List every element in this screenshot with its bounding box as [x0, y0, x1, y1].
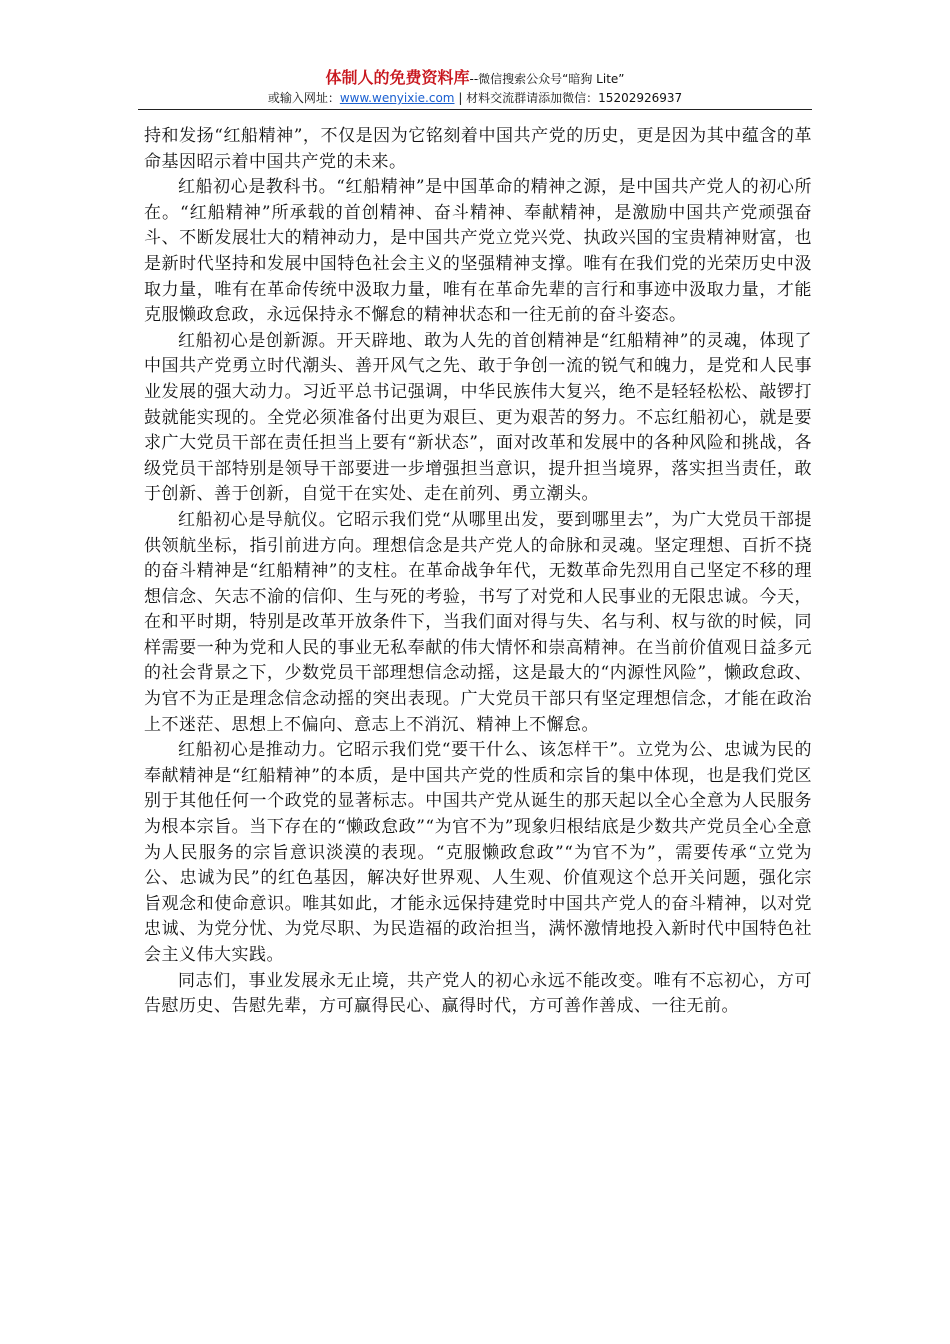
paragraph-continuation: 持和发扬“红船精神”，不仅是因为它铭刻着中国共产党的历史，更是因为其中蕴含的革命基因昭示着中国共产党的未来。 — [144, 126, 812, 172]
header-url-prefix: 或输入网址： — [267, 91, 340, 105]
header-wechat-note: --微信搜索公众号“暗狗 Lite” — [469, 72, 625, 86]
header-contact-line — [138, 89, 812, 107]
paragraph-navigator: 红船初心是导航仪。它昭示我们党“从哪里出发，要到哪里去”，为广大党员干部提供领航坐标，指引前进方向。理想信念是共产党人的命脉和灵魂。坚定理想、百折不挠的奋斗精神是“红船精神”的支柱。在革命战争年代，无数革命先烈用自己坚定不移的理想信念、矢志不渝的信仰、生与死的考验，书写了对党和人民事业的无限忠诚。今天，在和平时期，特别是改革开放条件下，当我们面对得与失、名与利、权与欲的时候，同样需要一种为党和人民的事业无私奉献的伟大情怀和崇高精神。在当前价值观日益多元的社会背景之下，少数党员干部理想信念动摇，这是最大的“内源性风险”，懒政怠政、为官不为正是理念信念动摇的突出表现。广大党员干部只有坚定理想信念，才能在政治上不迷茫、思想上不偏向、意志上不消沉、精神上不懈怠。 — [144, 509, 812, 735]
header-title-line — [138, 68, 812, 89]
paragraph-textbook: 红船初心是教科书。“红船精神”是中国革命的精神之源，是中国共产党人的初心所在。“红船精神”所承载的首创精神、奋斗精神、奉献精神，是激励中国共产党顽强奋斗、不断发展壮大的精神动力，是中国共产党立党兴党、执政兴国的宝贵精神财富，也是新时代坚持和发展中国特色社会主义的坚强精神支撑。唯有在我们党的光荣历史中汲取力量，唯有在革命传统中汲取力量，唯有在革命先辈的言行和事迹中汲取力量，才能克服懒政怠政，永远保持永不懈怠的精神状态和一往无前的奋斗姿态。 — [144, 177, 812, 326]
website-link[interactable]: www.wenyixie.com — [339, 91, 455, 105]
page-header — [138, 68, 812, 107]
header-brand: 体制人的免费资料库 — [325, 68, 470, 87]
paragraph-conclusion: 同志们，事业发展永无止境，共产党人的初心永远不能改变。唯有不忘初心，方可告慰历史、告慰先辈，方可赢得民心、赢得时代，方可善作善成、一往无前。 — [144, 970, 812, 1017]
paragraph-innovation: 红船初心是创新源。开天辟地、敢为人先的首创精神是“红船精神”的灵魂，体现了中国共产党勇立时代潮头、善开风气之先、敢于争创一流的锐气和魄力，是党和人民事业发展的强大动力。习近平总书记强调，中华民族伟大复兴，绝不是轻轻松松、敲锣打鼓就能实现的。全党必须准备付出更为艰巨、更为艰苦的努力。不忘红船初心，就是要求广大党员干部在责任担当上要有“新状态”，面对改革和发展中的各种风险和挑战，各级党员干部特别是领导干部要进一步增强担当意识，提升担当境界，落实担当责任，敢于创新、善于创新，自觉干在实处、走在前列、勇立潮头。 — [144, 330, 812, 505]
header-divider — [138, 109, 812, 110]
paragraph-driving-force: 红船初心是推动力。它昭示我们党“要干什么、该怎样干”。立党为公、忠诚为民的奉献精神是“红船精神”的本质，是中国共产党的性质和宗旨的集中体现，也是我们党区别于其他任何一个政党的显著标志。中国共产党从诞生的那天起以全心全意为人民服务为根本宗旨。当下存在的“懒政怠政”“为官不为”现象归根结底是少数共产党员全心全意为人民服务的宗旨意识淡漠的表现。“克服懒政怠政”“为官不为”，需要传承“立党为公、忠诚为民”的红色基因，解决好世界观、人生观、价值观这个总开关问题，强化宗旨观念和使命意识。唯其如此，才能永远保持建党时中国共产党人的奋斗精神，以对党忠诚、为党分忧、为党尽职、为民造福的政治担当，满怀激情地投入新时代中国特色社会主义伟大实践。 — [144, 740, 812, 965]
document-body — [144, 124, 812, 1020]
header-contact: | 材料交流群请添加微信：15202926937 — [454, 91, 683, 105]
